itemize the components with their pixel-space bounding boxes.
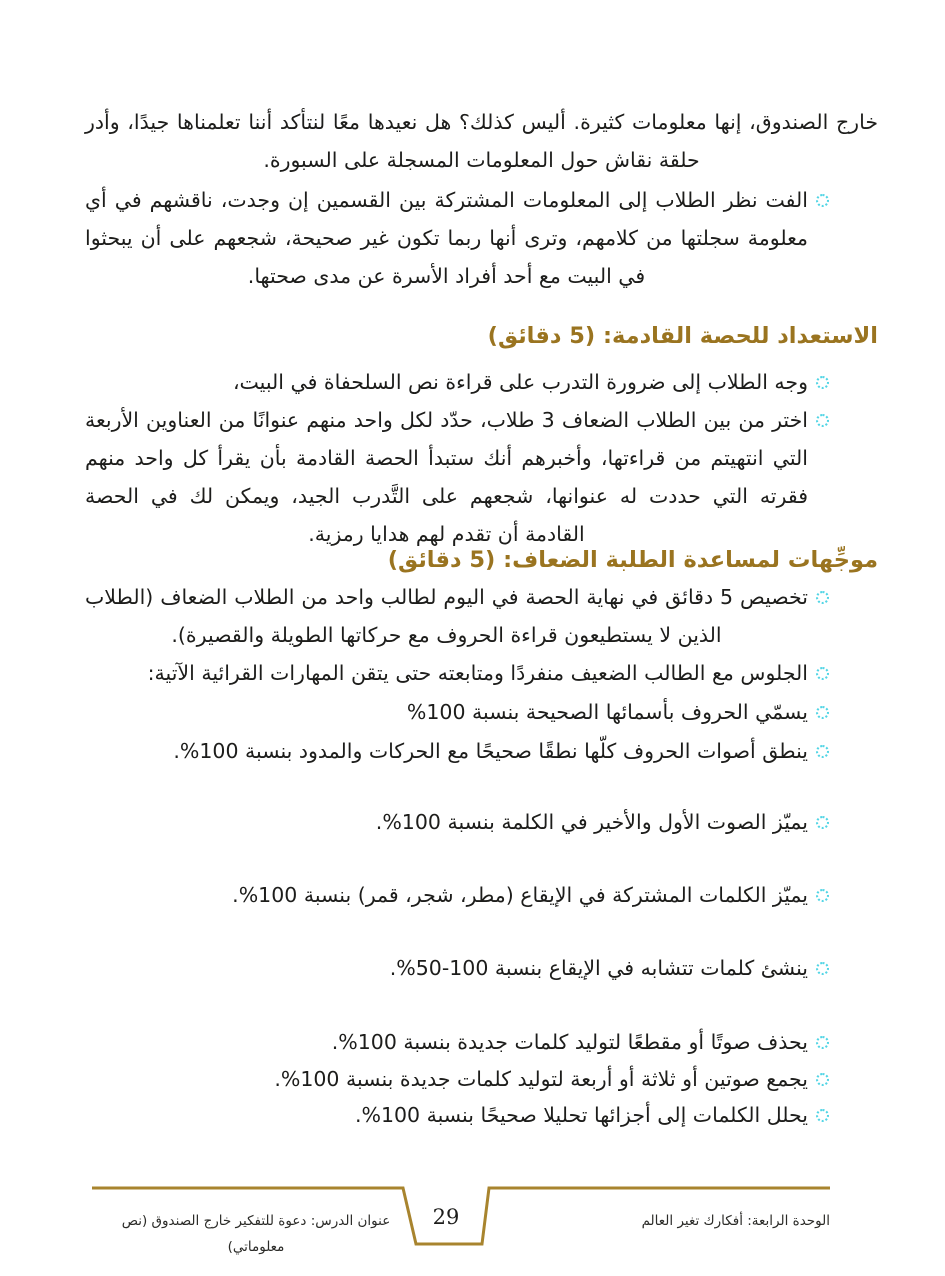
bullet-icon bbox=[816, 194, 829, 207]
bullet-icon bbox=[816, 1073, 829, 1086]
bullet-item-text: وجه الطلاب إلى ضرورة التدرب على قراءة نص السلحفاة في البيت، bbox=[232, 370, 808, 394]
section-heading-weak-students-guidelines: موجِّهات لمساعدة الطلبة الضعاف: (5 دقائق) bbox=[387, 547, 878, 573]
bullet-icon bbox=[816, 376, 829, 389]
bullet-item-text: يميّز الصوت الأول والأخير في الكلمة بنسبة 100%. bbox=[375, 810, 808, 834]
bullet-icon bbox=[816, 667, 829, 680]
bullet-item-text: الفت نظر الطلاب إلى المعلومات المشتركة بين القسمين إن وجدت، ناقشهم في أي معلومة سجلتها من كلامهم، وترى أنها ربما تكون غير صحيحة، شجعهم على أن يبحثوا في البيت مع أحد أفراد الأسرة عن مدى صحتها. bbox=[85, 188, 808, 288]
bullet-item bbox=[85, 732, 808, 770]
bullet-item-text: اختر من بين الطلاب الضعاف 3 طلاب، حدّد لكل واحد منهم عنوانًا من العناوين الأربعة التي انتهيتم من قراءتها، وأخبرهم أنك ستبدأ الحصة القادمة بأن يقرأ كل واحد منهم فقرته التي حددت له عنوانها، شجعهم على التَّدرب الجيد، ويمكن لك في الحصة القادمة أن تقدم لهم هدايا رمزية. bbox=[85, 408, 808, 546]
bullet-item-text: ينشئ كلمات تتشابه في الإيقاع بنسبة 100-50%. bbox=[389, 956, 808, 980]
footer-unit-title: الوحدة الرابعة: أفكارك تغير العالم bbox=[641, 1213, 830, 1229]
bullet-item bbox=[85, 1060, 808, 1098]
bullet-item-text: يسمّي الحروف بأسمائها الصحيحة بنسبة 100% bbox=[406, 700, 808, 724]
bullet-icon bbox=[816, 706, 829, 719]
bullet-item bbox=[85, 401, 808, 553]
bullet-item bbox=[85, 654, 808, 692]
bullet-icon bbox=[816, 414, 829, 427]
bullet-item-text: ينطق أصوات الحروف كلّها نطقًا صحيحًا مع الحركات والمدود بنسبة 100%. bbox=[173, 739, 808, 763]
bullet-icon bbox=[816, 1109, 829, 1122]
page-number: 29 bbox=[432, 1205, 460, 1229]
bullet-icon bbox=[816, 1036, 829, 1049]
bullet-item bbox=[85, 876, 808, 914]
bullet-icon bbox=[816, 816, 829, 829]
bullet-item bbox=[85, 363, 808, 401]
bullet-item bbox=[85, 1096, 808, 1134]
bullet-item bbox=[85, 803, 808, 841]
section-heading-next-lesson-prep: الاستعداد للحصة القادمة: (5 دقائق) bbox=[487, 323, 878, 349]
bullet-item bbox=[85, 1023, 808, 1061]
bullet-item-text: يميّز الكلمات المشتركة في الإيقاع (مطر، شجر، قمر) بنسبة 100%. bbox=[232, 883, 808, 907]
bullet-item bbox=[85, 949, 808, 987]
bullet-item-text: الجلوس مع الطالب الضعيف منفردًا ومتابعته حتى يتقن المهارات القرائية الآتية: bbox=[147, 661, 808, 685]
bullet-item bbox=[85, 693, 808, 731]
bullet-icon bbox=[816, 745, 829, 758]
footer-lesson-title: عنوان الدرس: دعوة للتفكير خارج الصندوق (نص معلوماتي) bbox=[121, 1213, 391, 1255]
bullet-item bbox=[85, 181, 808, 295]
bullet-icon bbox=[816, 591, 829, 604]
continuation-paragraph: خارج الصندوق، إنها معلومات كثيرة. أليس كذلك؟ هل نعيدها معًا لنتأكد أننا تعلمناها جيدًا، وأدر حلقة نقاش حول المعلومات المسجلة على السبورة. bbox=[85, 110, 878, 172]
bullet-item-text: يجمع صوتين أو ثلاثة أو أربعة لتوليد كلمات جديدة بنسبة 100%. bbox=[274, 1067, 808, 1091]
bullet-item-text: يحذف صوتًا أو مقطعًا لتوليد كلمات جديدة بنسبة 100%. bbox=[331, 1030, 808, 1054]
bullet-item-text: تخصيص 5 دقائق في نهاية الحصة في اليوم لطالب واحد من الطلاب الضعاف (الطلاب الذين لا يستطيعون قراءة الحروف مع حركاتها الطويلة والقصيرة). bbox=[85, 585, 808, 647]
bullet-item bbox=[85, 578, 808, 654]
bullet-icon bbox=[816, 962, 829, 975]
bullet-icon bbox=[816, 889, 829, 902]
bullet-item-text: يحلل الكلمات إلى أجزائها تحليلا صحيحًا بنسبة 100%. bbox=[354, 1103, 808, 1127]
